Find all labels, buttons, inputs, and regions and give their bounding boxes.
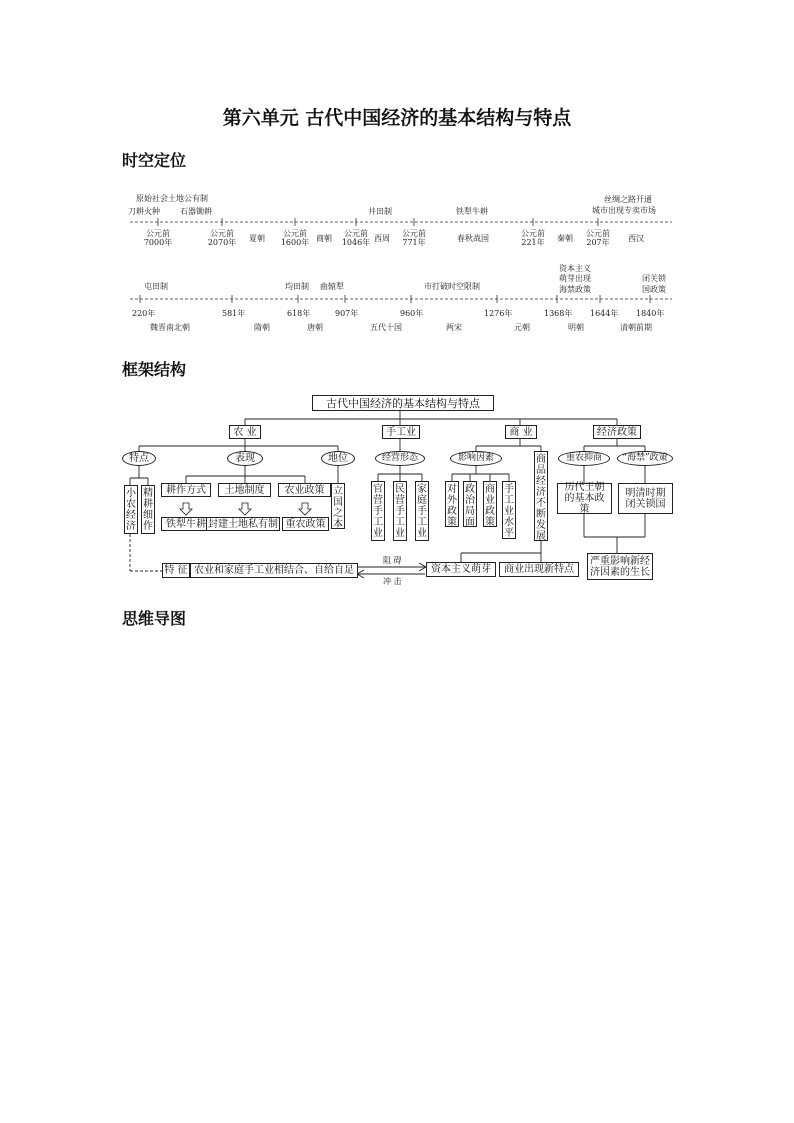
box-handicraft-level: 手工业水平 [502, 481, 516, 539]
box-household: 家庭手工业 [415, 481, 429, 541]
box-foreign-policy: 对外政策 [445, 481, 459, 527]
tl1-date: 公元前 1600年 [280, 229, 310, 247]
page-title: 第六单元 古代中国经济的基本结构与特点 [222, 107, 572, 129]
tl1-date: 公元前 771年 [402, 229, 426, 247]
tl2-dynasty: 魏晋南北朝 [150, 323, 190, 332]
label-hinder: 阻 碍 [383, 556, 402, 565]
tl2-dynasty: 两宋 [446, 323, 462, 332]
node-agri-suppress: 重农抑商 [558, 451, 610, 466]
box-official: 官营手工业 [371, 481, 385, 541]
tl2-label-sprouts: 萌芽出现 [559, 274, 591, 283]
category-agriculture: 农 业 [229, 425, 261, 439]
tl1-label-iron-plow: 铁犁牛耕 [456, 207, 488, 216]
tl1-dynasty-spring-autumn: 春秋战国 [457, 234, 489, 243]
section-framework-heading: 框架结构 [122, 360, 187, 379]
node-features: 特点 [122, 451, 156, 466]
box-closed-country: 明清时期闭关锁国 [618, 483, 673, 514]
node-performance: 表现 [227, 451, 263, 466]
tl1-label-well-field: 井田制 [368, 207, 392, 216]
tl2-dynasty: 清朝前期 [620, 323, 652, 332]
tl1-date: 公元前 7000年 [143, 229, 173, 247]
tl2-label-closed: 闭关锁 [642, 274, 666, 283]
box-small-peasant: 小农经济 [124, 485, 138, 534]
section-timeline-heading: 时空定位 [122, 151, 187, 170]
tl2-date: 1276年 [484, 309, 513, 318]
tl2-label-juntian: 均田制 [285, 282, 309, 291]
tl2-label-sea-ban: 海禁政策 [559, 285, 591, 294]
tl1-dynasty-shang: 商朝 [316, 234, 332, 243]
box-farming-methods: 耕作方式 [161, 483, 211, 497]
tl2-label-market: 市打破时空限制 [424, 282, 480, 291]
box-serious-impact: 严重影响新经济因素的生长 [587, 553, 653, 580]
tl2-dynasty: 五代十国 [370, 323, 402, 332]
box-iron-plow: 铁犁牛耕 [161, 517, 211, 531]
label-impact: 冲 击 [383, 577, 402, 586]
tl2-dynasty: 元朝 [514, 323, 530, 332]
box-characteristic-label: 特 征 [162, 563, 190, 578]
box-commodity-economy: 商品经济不断发展 [534, 451, 548, 541]
box-basic-policy: 历代王朝的基本政策 [557, 483, 612, 514]
tl2-date: 618年 [287, 309, 311, 318]
tl1-dynasty-xia: 夏朝 [249, 234, 265, 243]
framework-root: 古代中国经济的基本结构与特点 [312, 395, 494, 411]
box-private: 民营手工业 [393, 481, 407, 541]
tl2-dynasty: 隋朝 [254, 323, 270, 332]
node-sea-ban: “海禁”政策 [617, 451, 673, 466]
box-foundation: 立国之本 [331, 483, 345, 529]
category-commerce: 商 业 [505, 425, 537, 439]
tl2-date: 960年 [400, 309, 424, 318]
tl1-date: 公元前 2070年 [207, 229, 237, 247]
tl1-dynasty-western-zhou: 西周 [374, 234, 390, 243]
box-land-system: 土地制度 [218, 483, 271, 497]
box-feudal-land: 封建土地私有制 [208, 518, 278, 530]
tl1-date: 公元前 221年 [521, 229, 545, 247]
category-policy: 经济政策 [593, 425, 641, 439]
box-capitalism: 资本主义萌芽 [426, 562, 496, 577]
tl1-label-stone-hoe: 石器锄耕 [180, 207, 212, 216]
tl2-date: 907年 [335, 309, 359, 318]
tl1-date: 公元前 1046年 [341, 229, 371, 247]
tl1-dynasty-western-han: 西汉 [628, 234, 644, 243]
box-characteristic: 农业和家庭手工业相结合、自给自足 [190, 563, 358, 578]
box-political: 政治局面 [463, 481, 477, 527]
box-new-features: 商业出现新特点 [499, 562, 579, 577]
node-management: 经营形态 [375, 451, 425, 466]
tl1-label-silk-road: 丝绸之路开通 [604, 195, 652, 204]
tl2-date: 1840年 [636, 309, 665, 318]
tl2-date: 220年 [132, 309, 156, 318]
node-factors: 影响因素 [450, 451, 502, 466]
box-agri-policy: 农业政策 [278, 483, 331, 497]
tl1-label-slash-burn: 刀耕火种 [128, 207, 160, 216]
tl1-label-city-market: 城市出现专卖市场 [592, 206, 656, 215]
tl2-label-capitalism: 资本主义 [559, 264, 591, 273]
box-commerce-policy: 商业政策 [483, 481, 497, 527]
tl1-label-communal-land: 原始社会土地公有制 [136, 194, 208, 203]
tl2-label-curved-plow: 曲辕犁 [320, 282, 344, 291]
tl1-dynasty-qin: 秦朝 [557, 234, 573, 243]
box-intensive: 精耕细作 [141, 485, 155, 534]
tl2-date: 581年 [222, 309, 246, 318]
tl2-dynasty: 唐朝 [307, 323, 323, 332]
tl2-date: 1644年 [590, 309, 619, 318]
tl2-date: 1368年 [544, 309, 573, 318]
category-handicraft: 手工业 [382, 425, 420, 439]
node-status: 地位 [321, 451, 355, 466]
tl1-date: 公元前 207年 [586, 229, 610, 247]
section-mindmap-heading: 思维导图 [122, 609, 187, 628]
tl2-dynasty: 明朝 [568, 323, 584, 332]
tl2-label-tuntian: 屯田制 [144, 282, 168, 291]
box-pro-agri: 重农政策 [282, 517, 329, 531]
tl2-label-closed-2: 国政策 [642, 285, 666, 294]
